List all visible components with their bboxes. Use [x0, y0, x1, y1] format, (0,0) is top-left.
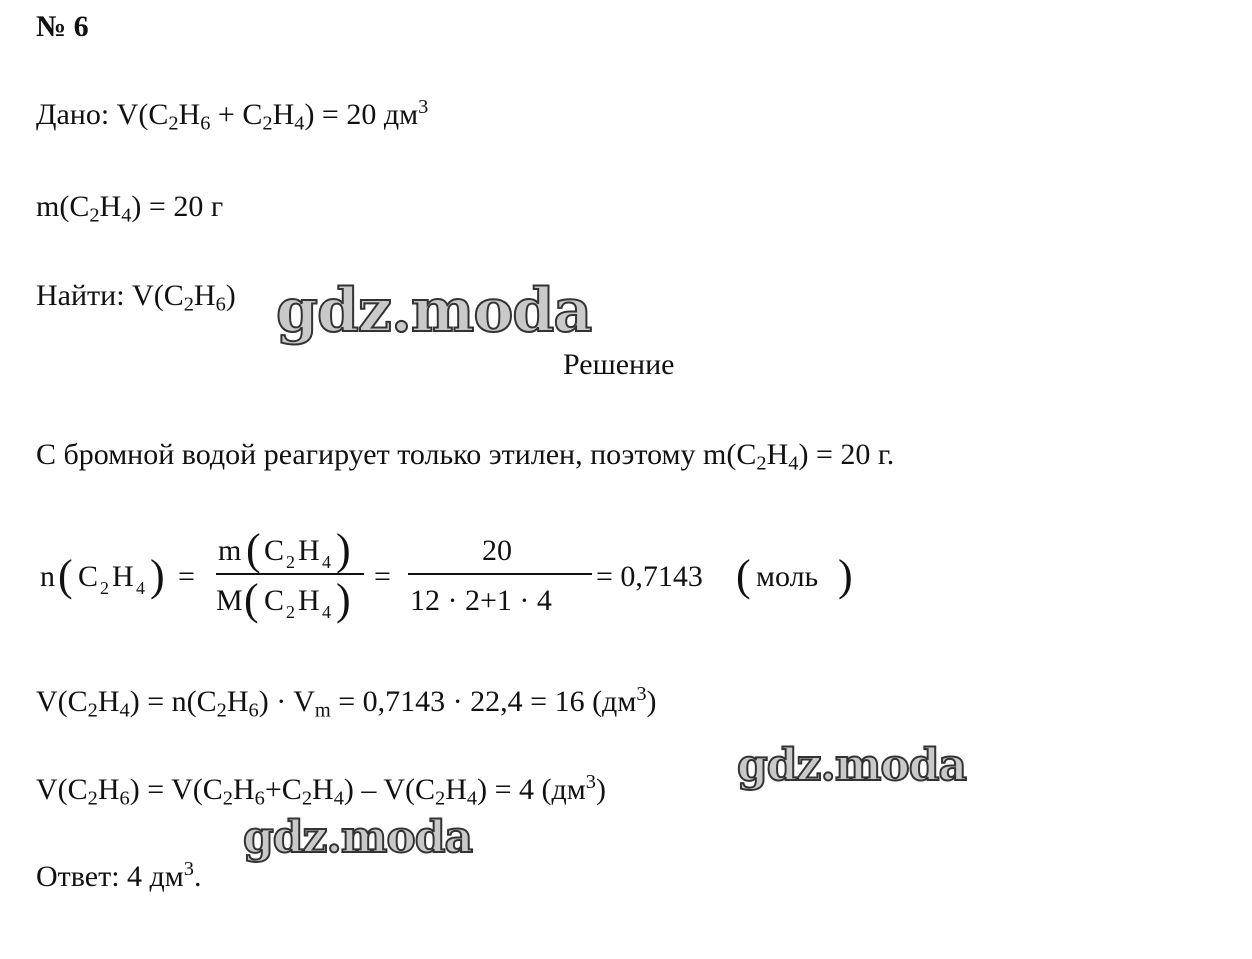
svg-text:20: 20	[482, 534, 512, 567]
svg-text:C: C	[264, 584, 285, 617]
given-mass-line: $m(C_2H_4) = 20$ г	[36, 190, 224, 227]
volume-ethane-line: $V(C_2H_6) = V(C_2H_6+C_2H_4) - V(C_2H_4) = 4$ $(дм^3)$	[36, 770, 606, 810]
svg-text:): )	[336, 575, 351, 624]
svg-text:m: m	[218, 534, 242, 567]
watermark-logo: gdz.moda	[737, 740, 967, 791]
svg-text:C: C	[78, 560, 99, 593]
svg-text:12 · 2+1 · 4: 12 · 2+1 · 4	[410, 584, 552, 617]
answer-line: Ответ: 4 $дм^3$.	[36, 857, 202, 893]
given-volume-line: Дано: $V(C_2H_6 + C_2H_4) = 20$ $дм^3$	[36, 95, 429, 135]
svg-text:= 0,7143: = 0,7143	[596, 560, 703, 593]
svg-text:=: =	[178, 560, 195, 593]
formula-n: n	[40, 560, 55, 593]
svg-text:M: M	[216, 584, 243, 617]
svg-text:): )	[838, 551, 853, 600]
svg-text:4: 4	[322, 552, 331, 572]
watermark-logo: gdz.moda	[243, 812, 473, 863]
svg-text:H: H	[298, 534, 320, 567]
find-line: Найти: $V(C_2H_6)$	[36, 279, 236, 316]
svg-text:2: 2	[286, 602, 295, 622]
paren-open: (	[58, 551, 73, 600]
svg-text:4: 4	[322, 602, 331, 622]
svg-text:2: 2	[100, 578, 109, 598]
problem-number: № 6	[36, 10, 89, 43]
watermark-logo: gdz.moda	[276, 276, 592, 346]
svg-text:(: (	[246, 525, 261, 574]
svg-text:2: 2	[286, 552, 295, 572]
svg-text:=: =	[374, 560, 391, 593]
solution-statement: С бромной водой реагирует только этилен, поэтому $m(C_2H_4) = 20$ г.	[36, 438, 895, 475]
svg-text:): )	[336, 525, 351, 574]
svg-text:моль: моль	[756, 560, 819, 593]
svg-text:(: (	[736, 551, 751, 600]
volume-ethylene-line: $V(C_2H_4) = n(C_2H_6) \cdot V_m = 0,7143 \cdot 22,4 = 16$ $(дм^3)$	[36, 682, 657, 722]
solution-heading: Решение	[563, 348, 675, 381]
svg-text:C: C	[264, 534, 285, 567]
svg-text:): )	[150, 551, 165, 600]
svg-text:(: (	[244, 575, 259, 624]
svg-text:H: H	[112, 560, 134, 593]
moles-formula	[38, 525, 858, 625]
svg-text:H: H	[298, 584, 320, 617]
svg-text:4: 4	[136, 578, 145, 598]
